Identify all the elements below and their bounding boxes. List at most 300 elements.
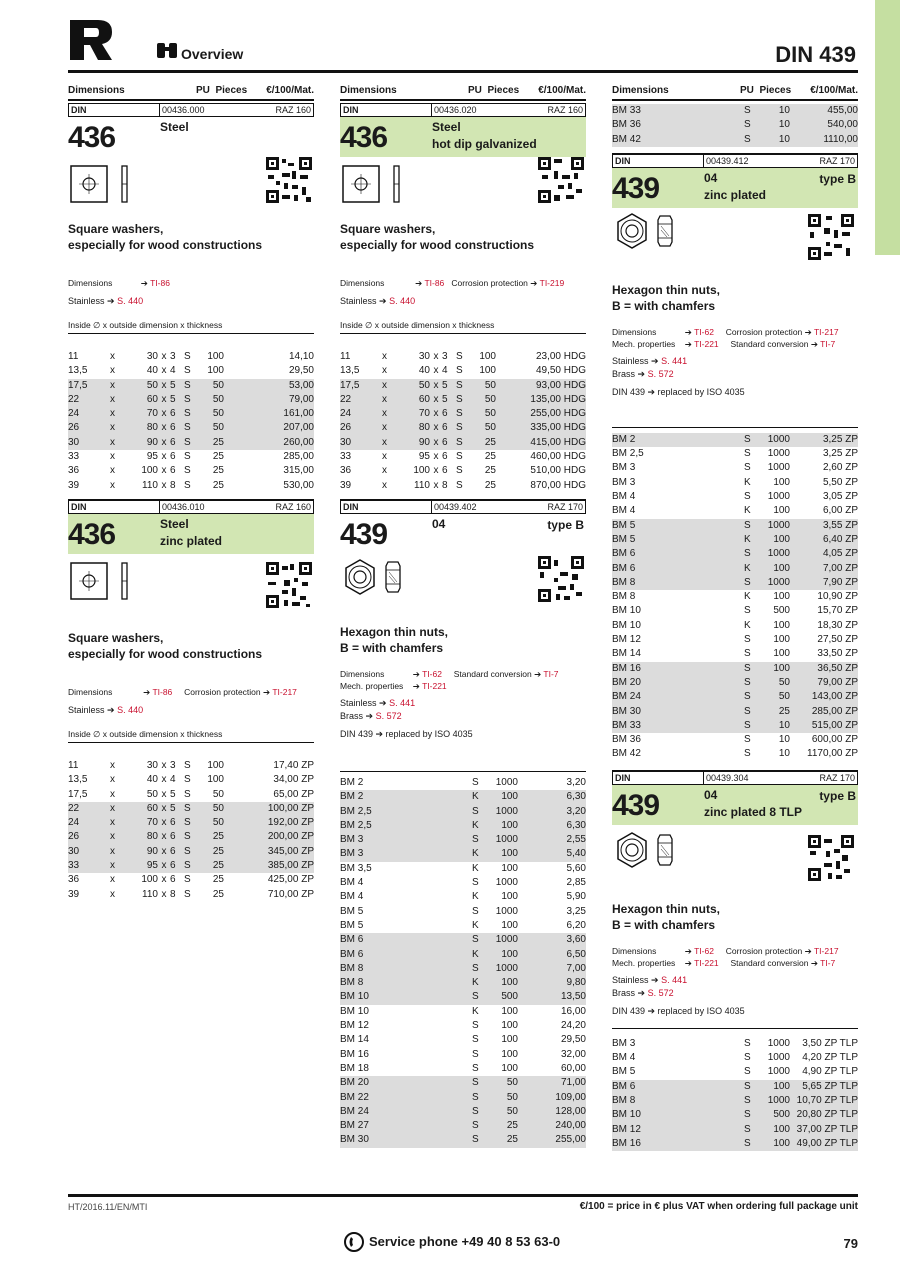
table-cell: 24,20 bbox=[560, 1020, 586, 1032]
stainless-ref: Stainless ➔ S. 440 bbox=[340, 296, 416, 306]
table-cell: 25 bbox=[484, 451, 496, 463]
table-cell: 100 bbox=[773, 591, 790, 603]
product-description: Square washers, especially for wood constructions bbox=[340, 222, 535, 252]
table-row bbox=[612, 104, 858, 118]
table-cell: 3,55 ZP bbox=[822, 519, 858, 531]
table-cell: S bbox=[456, 465, 463, 477]
table-cell: x bbox=[110, 774, 115, 786]
table-cell: S bbox=[744, 491, 751, 503]
table-cell: x bbox=[110, 465, 115, 477]
product-description: Hexagon thin nuts, B = with chamfers bbox=[612, 282, 720, 313]
table-cell: S bbox=[184, 465, 191, 477]
table-cell: BM 10 bbox=[340, 991, 369, 1003]
product-band bbox=[612, 168, 858, 208]
table-row bbox=[612, 490, 858, 504]
table-cell: x bbox=[110, 860, 115, 872]
table-row bbox=[340, 862, 586, 876]
table-cell: 1000 bbox=[495, 877, 518, 889]
finish: zinc plated bbox=[160, 533, 223, 548]
table-cell: x bbox=[161, 365, 167, 377]
table-cell: 100 bbox=[479, 365, 496, 377]
table-cell: x bbox=[110, 817, 115, 829]
table-cell: x bbox=[433, 451, 439, 463]
finish: zinc plated bbox=[704, 187, 767, 202]
table-cell: K bbox=[472, 1005, 479, 1017]
square-washer-drawing-icon bbox=[70, 560, 134, 602]
table-cell: BM 8 bbox=[612, 591, 636, 603]
table-cell: x bbox=[433, 408, 439, 420]
table-cell: S bbox=[744, 1080, 751, 1092]
table-cell: S bbox=[472, 934, 479, 946]
table-cell: x bbox=[110, 874, 115, 886]
ref-link-ti7[interactable]: TI-7 bbox=[820, 957, 836, 968]
table-cell: 25 bbox=[212, 845, 224, 857]
table-subheader: Inside ∅ x outside dimension x thickness bbox=[340, 320, 586, 334]
table-row bbox=[68, 450, 314, 464]
table-cell: 11 bbox=[68, 351, 79, 362]
table-cell: x bbox=[110, 802, 115, 814]
din-number: 439 bbox=[340, 517, 388, 551]
washer-table bbox=[340, 350, 586, 493]
footer-price-note: €/100 = price in € plus VAT when ordering full package unit bbox=[579, 1201, 858, 1212]
table-cell: 26 bbox=[68, 831, 80, 843]
table-cell: BM 5 bbox=[340, 905, 364, 917]
table-row bbox=[340, 1105, 586, 1119]
ref-link-ti219[interactable]: TI-219 bbox=[539, 278, 565, 288]
table-cell: 100 bbox=[207, 351, 224, 362]
table-cell: 34,00 ZP bbox=[273, 774, 314, 786]
table-cell: K bbox=[744, 533, 751, 545]
table-cell: BM 3 bbox=[612, 462, 636, 474]
table-row bbox=[340, 364, 586, 378]
table-cell: 100 bbox=[501, 1048, 518, 1060]
table-cell: 33 bbox=[68, 860, 80, 872]
ref-link-ti221[interactable]: TI-221 bbox=[694, 338, 719, 349]
ref-link-ti86[interactable]: TI-86 bbox=[424, 278, 445, 288]
ref-link-ti217[interactable]: TI-217 bbox=[813, 326, 839, 337]
table-cell: S bbox=[744, 448, 751, 460]
table-cell: 3 bbox=[170, 351, 176, 362]
table-cell: x bbox=[161, 351, 167, 362]
table-cell: BM 2 bbox=[340, 791, 364, 803]
table-cell: BM 12 bbox=[612, 1123, 641, 1135]
table-cell: 335,00 HDG bbox=[530, 422, 586, 434]
product-band bbox=[68, 514, 314, 554]
table-cell: S bbox=[744, 1052, 751, 1064]
table-cell: BM 42 bbox=[612, 748, 641, 760]
table-row bbox=[340, 1133, 586, 1147]
table-cell: x bbox=[161, 817, 167, 829]
table-cell: S bbox=[184, 759, 191, 771]
table-cell: 6,30 bbox=[566, 791, 586, 803]
table-cell: 60,00 bbox=[560, 1062, 586, 1074]
table-row bbox=[340, 393, 586, 407]
table-cell: 100 bbox=[501, 862, 518, 874]
table-row bbox=[340, 905, 586, 919]
table-cell: 6 bbox=[442, 451, 448, 463]
type-label: type B bbox=[547, 517, 584, 532]
table-cell: BM 6 bbox=[612, 548, 636, 560]
stainless-link[interactable]: S. 440 bbox=[389, 296, 416, 306]
table-cell: 27,50 ZP bbox=[817, 634, 858, 646]
stainless-link[interactable]: S. 441 bbox=[389, 697, 416, 708]
table-cell: 50 bbox=[212, 379, 224, 391]
table-cell: 10 bbox=[778, 133, 790, 145]
table-cell: 24 bbox=[68, 817, 80, 829]
table-row bbox=[612, 533, 858, 547]
service-phone[interactable]: Service phone +49 40 8 53 63-0 bbox=[369, 1234, 561, 1249]
table-cell: 455,00 bbox=[827, 105, 858, 116]
ref-link-ti7[interactable]: TI-7 bbox=[543, 668, 559, 679]
table-cell: 80 bbox=[418, 422, 430, 434]
table-cell: BM 22 bbox=[340, 1091, 369, 1103]
table-cell: x bbox=[433, 479, 439, 491]
table-cell: 6,30 bbox=[566, 819, 586, 831]
ref-link-ti62[interactable]: TI-62 bbox=[694, 326, 714, 337]
table-cell: x bbox=[382, 408, 387, 420]
table-cell: S bbox=[456, 351, 463, 362]
ref-link-ti7[interactable]: TI-7 bbox=[820, 338, 836, 349]
table-cell: BM 4 bbox=[612, 505, 636, 517]
product-band bbox=[340, 514, 586, 554]
table-cell: 1000 bbox=[767, 1094, 790, 1106]
table-cell: x bbox=[382, 379, 387, 391]
table-cell: 5,50 ZP bbox=[822, 476, 858, 488]
table-cell: 25 bbox=[484, 465, 496, 477]
table-cell: 710,00 ZP bbox=[267, 888, 314, 900]
finish: hot dip galvanized bbox=[432, 137, 537, 151]
table-cell: S bbox=[184, 365, 191, 377]
table-row bbox=[612, 633, 858, 647]
table-cell: x bbox=[161, 379, 167, 391]
table-cell: 50 bbox=[418, 379, 430, 391]
product-block-439-zinc bbox=[612, 153, 858, 762]
table-row bbox=[612, 1037, 858, 1051]
table-cell: 14,10 bbox=[288, 351, 314, 362]
table-cell: BM 6 bbox=[612, 1080, 636, 1092]
table-cell: S bbox=[456, 379, 463, 391]
table-cell: 100 bbox=[773, 505, 790, 517]
table-row bbox=[340, 819, 586, 833]
table-cell: 39 bbox=[68, 479, 80, 491]
table-cell: S bbox=[744, 1037, 751, 1049]
table-cell: 70 bbox=[418, 408, 430, 420]
table-cell: S bbox=[456, 393, 463, 405]
table-row bbox=[340, 1019, 586, 1033]
table-cell: BM 8 bbox=[612, 576, 636, 588]
table-cell: 8 bbox=[170, 479, 176, 491]
table-cell: 100 bbox=[141, 465, 158, 477]
table-cell: 100 bbox=[141, 874, 158, 886]
table-row bbox=[68, 364, 314, 378]
table-cell: 23,00 HDG bbox=[535, 351, 586, 362]
table-cell: 36 bbox=[340, 465, 352, 477]
table-cell: 25 bbox=[506, 1134, 518, 1146]
table-cell: BM 3 bbox=[340, 834, 364, 846]
stainless-link[interactable]: S. 440 bbox=[117, 296, 144, 306]
brass-link[interactable]: S. 572 bbox=[375, 710, 402, 721]
table-cell: BM 3 bbox=[340, 848, 364, 860]
table-row bbox=[68, 830, 314, 844]
table-cell: K bbox=[744, 591, 751, 603]
table-cell: K bbox=[744, 619, 751, 631]
table-cell: 50 bbox=[212, 788, 224, 800]
ref-link-ti221[interactable]: TI-221 bbox=[422, 680, 447, 691]
table-row bbox=[612, 1080, 858, 1094]
table-subheader: Inside ∅ x outside dimension x thickness bbox=[68, 320, 314, 334]
table-cell: BM 27 bbox=[340, 1120, 369, 1132]
table-cell: S bbox=[472, 1120, 479, 1132]
table-cell: 5 bbox=[170, 802, 176, 814]
table-cell: 192,00 ZP bbox=[267, 817, 314, 829]
table-cell: BM 33 bbox=[612, 105, 641, 116]
table-cell: 39 bbox=[68, 888, 80, 900]
table-cell: 500 bbox=[501, 991, 518, 1003]
table-row bbox=[612, 133, 858, 147]
table-cell: 20,80 ZP TLP bbox=[796, 1109, 858, 1121]
table-cell: 10 bbox=[778, 105, 790, 116]
table-cell: 110 bbox=[414, 479, 430, 491]
table-cell: 100 bbox=[501, 1020, 518, 1032]
table-cell: 25 bbox=[484, 479, 496, 491]
phone-icon bbox=[343, 1231, 365, 1258]
table-cell: x bbox=[110, 888, 115, 900]
hex-nut-drawing-icon bbox=[614, 210, 678, 254]
table-cell: 5,60 bbox=[566, 862, 586, 874]
company-logo bbox=[68, 18, 114, 62]
table-cell: 30 bbox=[418, 351, 430, 362]
ref-link-ti217[interactable]: TI-217 bbox=[813, 945, 839, 956]
table-cell: 17,5 bbox=[68, 379, 88, 391]
table-cell: 50 bbox=[778, 691, 790, 703]
ref-link-ti221[interactable]: TI-221 bbox=[694, 957, 719, 968]
table-row bbox=[612, 519, 858, 533]
table-cell: 600,00 ZP bbox=[811, 734, 858, 746]
ref-link-ti62[interactable]: TI-62 bbox=[422, 668, 442, 679]
product-block-439-tlp bbox=[612, 770, 858, 1151]
table-row bbox=[612, 576, 858, 590]
table-cell: 2,85 bbox=[566, 877, 586, 889]
table-row bbox=[340, 790, 586, 804]
table-cell: S bbox=[456, 436, 463, 448]
table-cell: 22 bbox=[340, 393, 352, 405]
table-cell: x bbox=[161, 845, 167, 857]
table-cell: 50 bbox=[212, 802, 224, 814]
header-rule bbox=[68, 70, 858, 73]
din-header: DIN 00436.010 RAZ 160 bbox=[68, 499, 314, 514]
table-cell: 500 bbox=[773, 1109, 790, 1121]
table-row bbox=[612, 1094, 858, 1108]
table-cell: x bbox=[382, 422, 387, 434]
table-cell: K bbox=[472, 948, 479, 960]
ref-link-ti217[interactable]: TI-217 bbox=[272, 686, 297, 697]
table-cell: 100 bbox=[773, 562, 790, 574]
stainless-link[interactable]: S. 441 bbox=[661, 974, 688, 985]
table-row bbox=[340, 776, 586, 790]
stainless-link[interactable]: S. 441 bbox=[661, 355, 688, 366]
table-cell: 25 bbox=[212, 888, 224, 900]
table-cell: 70 bbox=[146, 817, 158, 829]
material: Steel bbox=[432, 120, 461, 134]
table-cell: 3,20 bbox=[566, 805, 586, 817]
table-row bbox=[68, 859, 314, 873]
table-cell: x bbox=[161, 465, 167, 477]
table-cell: 100 bbox=[501, 1005, 518, 1017]
table-cell: x bbox=[161, 393, 167, 405]
table-row bbox=[340, 450, 586, 464]
table-row bbox=[612, 733, 858, 747]
page-number: 79 bbox=[843, 1236, 858, 1251]
grade: 04 bbox=[432, 516, 446, 531]
table-cell: 3,25 ZP bbox=[822, 433, 858, 445]
square-washer-drawing-icon bbox=[342, 163, 406, 205]
table-cell: 110 bbox=[142, 888, 158, 900]
table-row bbox=[612, 705, 858, 719]
table-cell: 255,00 bbox=[555, 1134, 586, 1146]
table-cell: 100 bbox=[501, 919, 518, 931]
table-cell: BM 5 bbox=[612, 1066, 636, 1078]
table-cell: 25 bbox=[212, 451, 224, 463]
product-description: Square washers, especially for wood constructions bbox=[68, 630, 263, 661]
table-cell: 1000 bbox=[767, 462, 790, 474]
table-cell: S bbox=[184, 774, 191, 786]
table-cell: 8 bbox=[442, 479, 448, 491]
ref-link-ti62[interactable]: TI-62 bbox=[694, 945, 714, 956]
table-cell: 161,00 bbox=[283, 408, 314, 420]
table-cell: S bbox=[744, 1123, 751, 1135]
table-cell: 6 bbox=[170, 436, 176, 448]
table-cell: x bbox=[161, 422, 167, 434]
table-cell: 25 bbox=[212, 860, 224, 872]
table-cell: S bbox=[744, 462, 751, 474]
table-row bbox=[68, 350, 314, 364]
stainless-link[interactable]: S. 440 bbox=[117, 704, 144, 715]
table-cell: x bbox=[382, 465, 387, 477]
table-row bbox=[612, 676, 858, 690]
table-cell: 5,40 bbox=[566, 848, 586, 860]
table-cell: 8 bbox=[170, 888, 176, 900]
table-cell: 22 bbox=[68, 393, 80, 405]
table-cell: 3 bbox=[170, 759, 176, 771]
table-cell: 2,60 ZP bbox=[822, 462, 858, 474]
table-row bbox=[612, 562, 858, 576]
table-cell: 515,00 ZP bbox=[811, 719, 858, 731]
table-row bbox=[612, 1065, 858, 1079]
table-cell: 385,00 ZP bbox=[267, 860, 314, 872]
nut-table bbox=[340, 776, 586, 1148]
table-row bbox=[340, 350, 586, 364]
table-cell: S bbox=[472, 1105, 479, 1117]
table-cell: 18,30 ZP bbox=[817, 619, 858, 631]
table-cell: 530,00 bbox=[283, 479, 314, 491]
type-label: type B bbox=[819, 788, 856, 803]
table-cell: 1000 bbox=[495, 834, 518, 846]
ref-link-ti86[interactable]: TI-86 bbox=[152, 686, 173, 697]
table-row bbox=[340, 976, 586, 990]
table-cell: x bbox=[110, 759, 115, 771]
brass-link[interactable]: S. 572 bbox=[647, 987, 674, 998]
table-cell: BM 8 bbox=[612, 1094, 636, 1106]
table-cell: 9,80 bbox=[566, 977, 586, 989]
table-row bbox=[68, 773, 314, 787]
brass-link[interactable]: S. 572 bbox=[647, 368, 674, 379]
table-cell: 200,00 ZP bbox=[267, 831, 314, 843]
table-cell: S bbox=[744, 719, 751, 731]
table-cell: S bbox=[472, 962, 479, 974]
table-row bbox=[340, 464, 586, 478]
table-cell: 50 bbox=[484, 379, 496, 391]
references: Dimensions ➔ TI-86 bbox=[68, 278, 170, 288]
table-cell: S bbox=[184, 436, 191, 448]
table-cell: 13,5 bbox=[340, 365, 360, 377]
table-cell: S bbox=[472, 991, 479, 1003]
table-cell: 32,00 bbox=[560, 1048, 586, 1060]
table-cell: 30 bbox=[146, 759, 158, 771]
table-row bbox=[612, 690, 858, 704]
table-cell: 6 bbox=[170, 874, 176, 886]
qr-code bbox=[266, 157, 312, 203]
hex-nut-drawing-icon bbox=[614, 829, 678, 873]
table-row bbox=[340, 990, 586, 1004]
table-cell: S bbox=[744, 748, 751, 760]
ref-link-ti86[interactable]: TI-86 bbox=[150, 278, 170, 288]
table-cell: S bbox=[744, 676, 751, 688]
table-cell: x bbox=[161, 436, 167, 448]
table-cell: S bbox=[472, 905, 479, 917]
table-cell: BM 4 bbox=[340, 891, 364, 903]
table-cell: x bbox=[110, 451, 115, 463]
table-cell: 3 bbox=[442, 351, 448, 362]
table-cell: BM 12 bbox=[340, 1020, 369, 1032]
table-cell: 1110,00 bbox=[823, 133, 858, 145]
table-cell: 2,55 bbox=[566, 834, 586, 846]
table-row bbox=[340, 847, 586, 861]
table-cell: 50 bbox=[212, 393, 224, 405]
table-cell: S bbox=[184, 422, 191, 434]
table-cell: 50 bbox=[212, 422, 224, 434]
table-cell: K bbox=[744, 476, 751, 488]
table-row bbox=[612, 504, 858, 518]
qr-code bbox=[538, 556, 584, 602]
table-cell: 50 bbox=[506, 1091, 518, 1103]
table-row bbox=[612, 590, 858, 604]
grade: 04 bbox=[704, 170, 718, 185]
table-cell: BM 10 bbox=[612, 619, 641, 631]
table-cell: 90 bbox=[146, 436, 158, 448]
table-cell: 26 bbox=[68, 422, 80, 434]
qr-code bbox=[808, 214, 854, 260]
table-cell: 29,50 bbox=[560, 1034, 586, 1046]
references: Dimensions ➔ TI-62 Corrosion protection ➔ TI-217 Mech. properties ➔ TI-221 Standard conversion ➔ TI-7 bbox=[612, 326, 839, 349]
table-cell: K bbox=[472, 848, 479, 860]
qr-code bbox=[538, 157, 584, 203]
table-cell: x bbox=[161, 479, 167, 491]
table-row bbox=[340, 1005, 586, 1019]
table-cell: x bbox=[433, 379, 439, 391]
table-cell: S bbox=[184, 802, 191, 814]
table-row bbox=[68, 873, 314, 887]
table-cell: 11 bbox=[68, 759, 79, 771]
table-cell: 25 bbox=[484, 436, 496, 448]
table-cell: 11 bbox=[340, 351, 351, 362]
table-cell: 10,70 ZP TLP bbox=[796, 1094, 858, 1106]
table-cell: S bbox=[472, 805, 479, 817]
table-cell: x bbox=[161, 759, 167, 771]
table-cell: S bbox=[184, 451, 191, 463]
table-cell: 36 bbox=[68, 465, 80, 477]
table-row bbox=[68, 407, 314, 421]
table-cell: 1170,00 ZP bbox=[807, 748, 858, 760]
